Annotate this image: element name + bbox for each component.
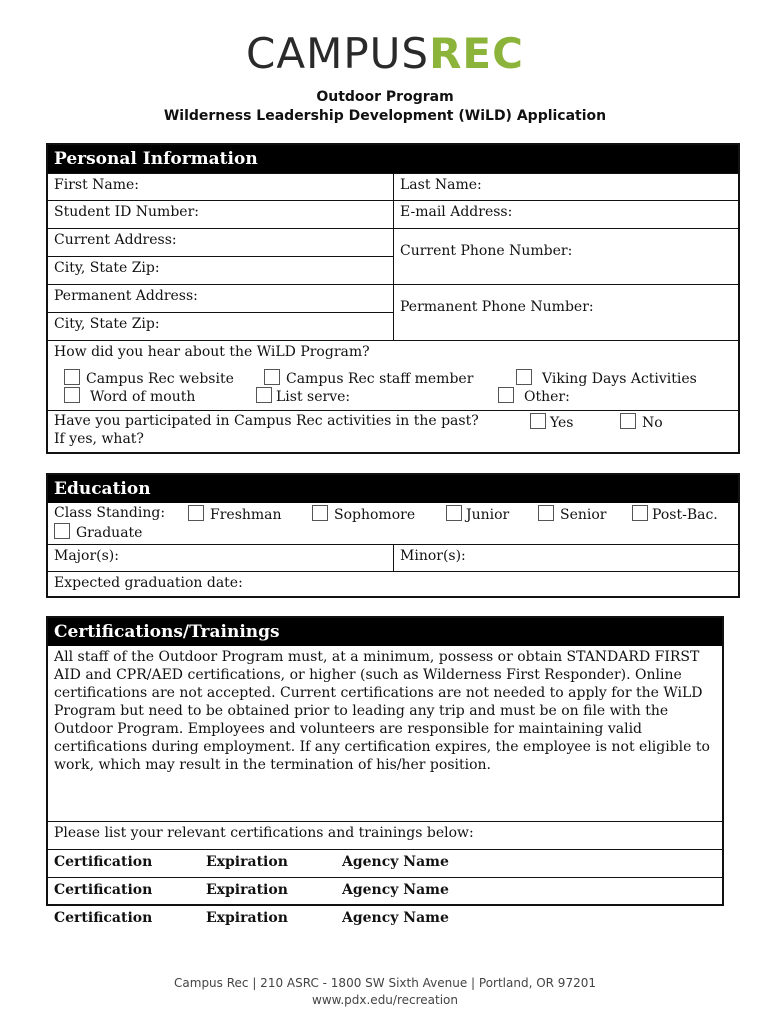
option-freshman[interactable] (188, 505, 282, 523)
checkbox[interactable] (64, 369, 80, 385)
checkbox[interactable] (530, 413, 546, 429)
option-viking-days[interactable] (516, 369, 697, 387)
option-list-serve[interactable] (256, 387, 350, 405)
student-id-label: Student ID Number: (54, 204, 199, 220)
class-standing-row (48, 503, 738, 544)
current-city-state-zip-field[interactable] (48, 257, 393, 279)
checkbox[interactable] (312, 505, 328, 521)
expiration-label: Expiration (206, 910, 288, 926)
cert-list-prompt: Please list your relevant certifications and trainings below: (54, 825, 474, 841)
cert-row[interactable] (48, 877, 722, 905)
name-row (48, 173, 738, 200)
expiration-label: Expiration (206, 854, 288, 870)
option-label: Senior (560, 507, 607, 523)
logo-text-campus: CAMPUS (246, 29, 430, 78)
permanent-address-row (48, 284, 738, 340)
section-title-education: Education (48, 475, 738, 503)
checkbox[interactable] (446, 505, 462, 521)
option-label: Freshman (210, 507, 282, 523)
option-yes[interactable] (530, 413, 574, 431)
checkbox[interactable] (620, 413, 636, 429)
footer-website[interactable]: www.pdx.edu/recreation (312, 993, 458, 1007)
agency-name-label: Agency Name (342, 854, 449, 870)
permanent-phone-label: Permanent Phone Number: (400, 299, 594, 315)
current-city-label: City, State Zip: (54, 260, 160, 276)
campus-rec-logo (0, 29, 770, 78)
checkbox[interactable] (632, 505, 648, 521)
email-label: E-mail Address: (400, 204, 513, 220)
option-word-of-mouth[interactable] (64, 387, 195, 405)
participation-row (48, 410, 738, 450)
option-senior[interactable] (538, 505, 607, 523)
id-email-row (48, 200, 738, 228)
checkbox[interactable] (498, 387, 514, 403)
option-campus-rec-website[interactable] (64, 369, 234, 387)
option-label: List serve: (276, 389, 351, 405)
current-address-field[interactable] (48, 229, 393, 257)
option-label: Other: (524, 389, 570, 405)
checkbox[interactable] (516, 369, 532, 385)
certification-label: Certification (54, 910, 153, 926)
option-label: Junior (466, 507, 510, 523)
section-title-personal: Personal Information (48, 145, 738, 173)
permanent-phone-field[interactable] (393, 285, 738, 340)
current-phone-label: Current Phone Number: (400, 243, 573, 259)
agency-name-label: Agency Name (342, 882, 449, 898)
checkbox[interactable] (64, 387, 80, 403)
hear-about-row (48, 340, 738, 410)
if-yes-what-field[interactable]: If yes, what? (54, 431, 144, 447)
option-label: Campus Rec staff member (286, 371, 474, 387)
last-name-label: Last Name: (400, 177, 482, 193)
current-address-label: Current Address: (54, 232, 177, 248)
current-address-block (48, 229, 393, 284)
education-section (46, 473, 740, 598)
permanent-city-label: City, State Zip: (54, 316, 160, 332)
major-minor-row (48, 544, 738, 571)
option-other[interactable] (498, 387, 570, 405)
section-title-certifications: Certifications/Trainings (48, 618, 722, 646)
majors-label: Major(s): (54, 548, 119, 564)
checkbox[interactable] (256, 387, 272, 403)
class-standing-label: Class Standing: (54, 505, 166, 521)
option-label: Word of mouth (90, 389, 196, 405)
hear-question: How did you hear about the WiLD Program? (54, 344, 370, 360)
option-graduate[interactable] (54, 523, 142, 541)
certification-label: Certification (54, 882, 153, 898)
option-label: Viking Days Activities (542, 371, 697, 387)
current-phone-field[interactable] (393, 229, 738, 284)
minors-label: Minor(s): (400, 548, 466, 564)
last-name-field[interactable] (393, 174, 738, 200)
majors-field[interactable] (48, 545, 393, 571)
option-no[interactable] (620, 413, 663, 431)
cert-row[interactable] (48, 905, 722, 932)
certification-label: Certification (54, 854, 153, 870)
current-address-row (48, 228, 738, 284)
grad-date-field[interactable] (48, 572, 738, 597)
option-label: Post-Bac. (652, 507, 718, 523)
email-field[interactable] (393, 201, 738, 228)
first-name-label: First Name: (54, 177, 140, 193)
agency-name-label: Agency Name (342, 910, 449, 926)
first-name-field[interactable] (48, 174, 393, 200)
option-label: Sophomore (334, 507, 416, 523)
cert-list-prompt-row (48, 821, 722, 849)
option-label: Graduate (76, 525, 143, 541)
checkbox[interactable] (188, 505, 204, 521)
personal-information-section (46, 143, 740, 454)
option-staff-member[interactable] (264, 369, 473, 387)
cert-row[interactable] (48, 849, 722, 877)
program-title: Outdoor Program (316, 89, 454, 105)
option-label: Campus Rec website (86, 371, 234, 387)
grad-date-label: Expected graduation date: (54, 575, 243, 591)
expiration-label: Expiration (206, 882, 288, 898)
permanent-address-field[interactable] (48, 285, 393, 313)
footer-address: Campus Rec | 210 ASRC - 1800 SW Sixth Avenue | Portland, OR 97201 (174, 976, 596, 990)
certifications-section (46, 616, 724, 926)
logo-text-rec: REC (429, 29, 524, 78)
permanent-city-state-zip-field[interactable] (48, 313, 393, 335)
grad-date-row (48, 571, 738, 597)
option-post-bac[interactable] (632, 505, 718, 523)
permanent-address-block (48, 285, 393, 340)
permanent-address-label: Permanent Address: (54, 288, 198, 304)
participated-question: Have you participated in Campus Rec activities in the past? (54, 413, 479, 429)
option-junior[interactable] (446, 505, 509, 523)
option-sophomore[interactable] (312, 505, 415, 523)
checkbox[interactable] (538, 505, 554, 521)
checkbox[interactable] (54, 523, 70, 539)
option-label: Yes (550, 415, 574, 431)
minors-field[interactable] (393, 545, 738, 571)
application-title: Wilderness Leadership Development (WiLD) Application (163, 108, 607, 124)
student-id-field[interactable] (48, 201, 393, 228)
option-label: No (642, 415, 663, 431)
checkbox[interactable] (264, 369, 280, 385)
certification-requirements-paragraph: All staff of the Outdoor Program must, at a minimum, possess or obtain STANDARD FIRST AID and CPR/AED certifications, or higher (such as Wilderness First Responder). Online certifications are not accepted. Current certifications are not needed to apply for the WiLD Program but need to be obtained prior to leading any trip and must be on file with the Outdoor Program. Employees and volunteers are responsible for maintaining valid certifications during employment. If any certification expires, the employee is not eligible to work, which may result in the termination of his/her position. (54, 649, 710, 773)
